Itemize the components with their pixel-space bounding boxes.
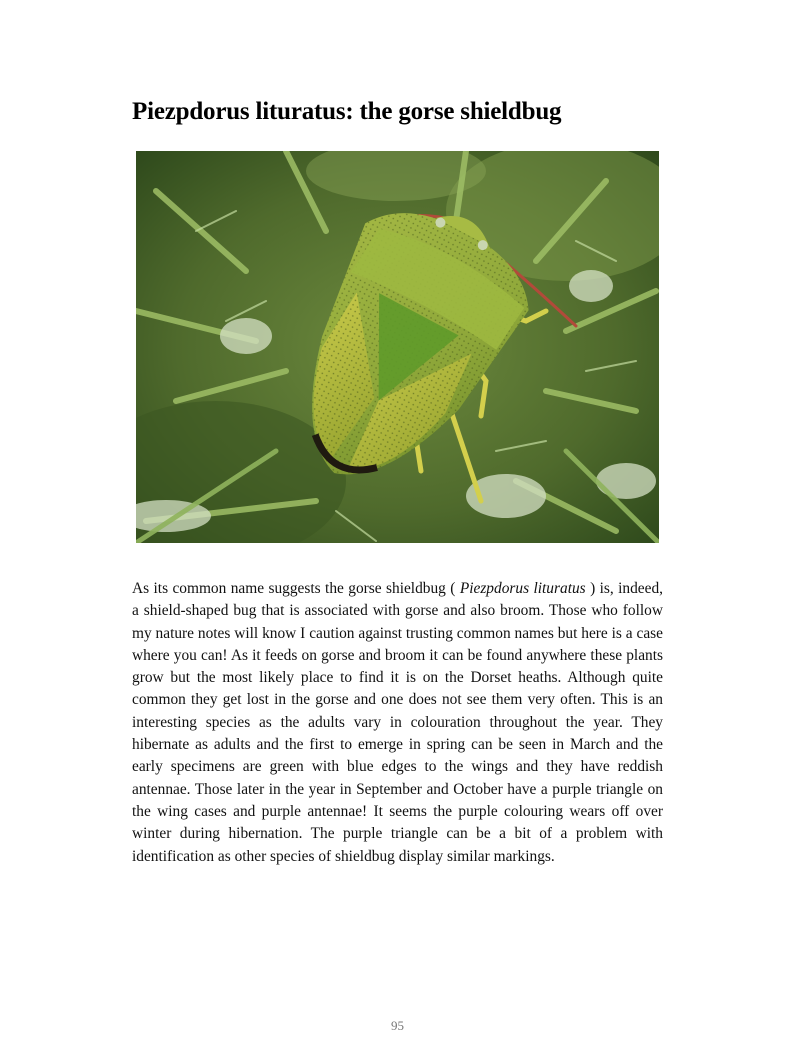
page-title: Piezpdorus lituratus: the gorse shieldbug xyxy=(132,98,562,125)
shieldbug-photo xyxy=(136,151,659,543)
paragraph-rest: ) is, indeed, a shield-shaped bug that is associated with gorse and also broom. Those who follow my nature notes will know I caution against trusting common names but here is a case where you can! As it feeds on gorse and broom it can be found anywhere these plants grow but the most likely place to find it is on the Dorset heaths. Although quite common they get lost in the gorse and one does not see them very often. This is an interesting species as the adults vary in colouration throughout the year. They hibernate as adults and the first to emerge in spring can be seen in March and the early specimens are green with blue edges to the wings and they have reddish antennae. Those later in the year in September and October have a purple triangle on the wing cases and purple antennae! It seems the purple colouring wears off over winter during hibernation. The purple triangle can be a bit of a problem with identification as other species of shieldbug display similar markings. xyxy=(132,580,663,865)
page-number: 95 xyxy=(391,1018,404,1033)
body-paragraph xyxy=(132,578,663,868)
species-name: Piezpdorus lituratus xyxy=(459,580,586,597)
paragraph-intro: As its common name suggests the gorse shieldbug ( xyxy=(132,580,460,597)
